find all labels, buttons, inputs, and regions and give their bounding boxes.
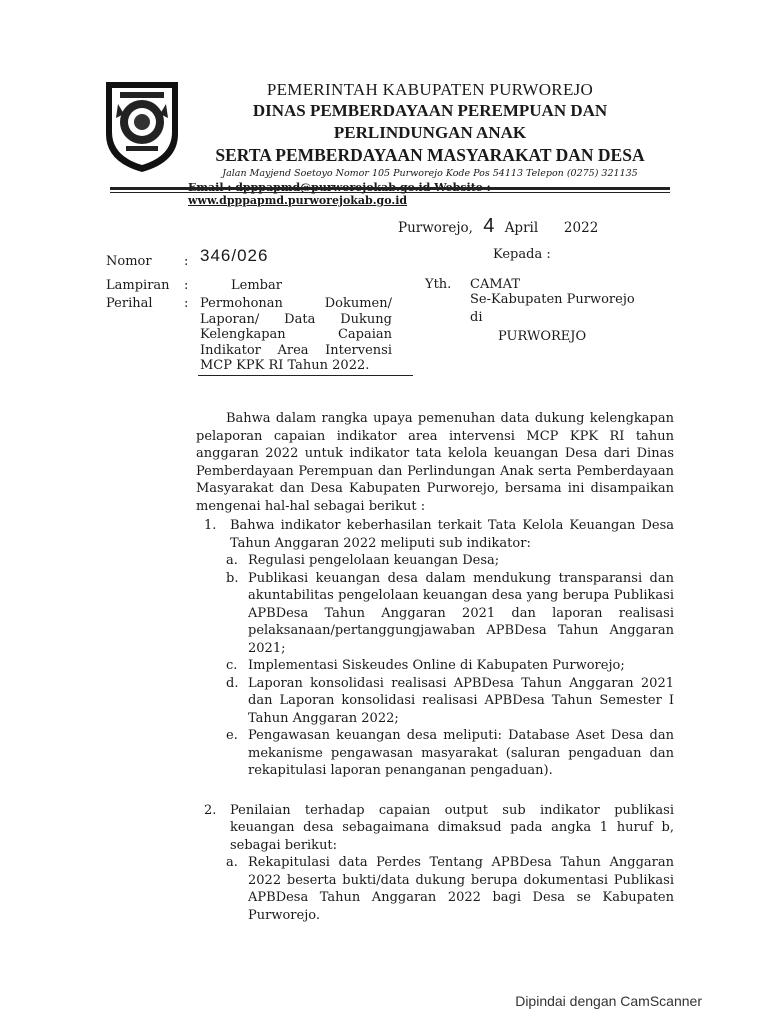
letterhead-line-2: DINAS PEMBERDAYAAN PEREMPUAN DAN bbox=[252, 101, 608, 120]
sub-key: b. bbox=[226, 570, 239, 586]
sub-key: d. bbox=[226, 675, 239, 691]
recipient-line-1: CAMAT bbox=[470, 277, 520, 292]
perihal-value bbox=[200, 296, 392, 374]
sub-item bbox=[226, 727, 674, 780]
date-place: Purworejo, bbox=[398, 220, 473, 236]
letterhead-line-3: PERLINDUNGAN ANAK bbox=[333, 123, 527, 142]
scanner-watermark: Dipindai dengan CamScanner bbox=[515, 993, 702, 1009]
letterhead-address: Jalan Mayjend Soetoyo Nomor 105 Purworejo Kode Pos 54113 Telepon (0275) 321135 bbox=[222, 168, 638, 179]
letterhead-rule-thin bbox=[110, 192, 670, 193]
lampiran-label: Lampiran bbox=[106, 278, 170, 293]
sub-key: e. bbox=[226, 728, 238, 743]
date-day: 4 bbox=[483, 215, 495, 237]
sub-text: Laporan konsolidasi realisasi APBDesa Tahun Anggaran 2021 dan Laporan konsolidasi realisasi APBDesa Tahun Semester I Tahun Anggaran 2022; bbox=[248, 675, 674, 726]
yth-label: Yth. bbox=[425, 277, 452, 292]
date-month: April bbox=[504, 220, 539, 236]
coat-of-arms-logo bbox=[100, 74, 184, 174]
sub-text: Rekapitulasi data Perdes Tentang APBDesa Tahun Anggaran 2022 beserta bukti/data dukung berupa dokumentasi Publikasi APBDesa Tahun Anggaran 2022 bagi Desa se Kabupaten Purworejo. bbox=[248, 855, 674, 923]
perihal-line: Laporan/ Data Dukung bbox=[200, 311, 392, 327]
sub-item bbox=[226, 657, 674, 675]
perihal-underline bbox=[198, 375, 413, 376]
sub-item bbox=[226, 570, 674, 658]
sub-key: c. bbox=[226, 658, 238, 673]
nomor-label: Nomor bbox=[106, 254, 152, 269]
perihal-line: Indikator Area Intervensi bbox=[200, 342, 392, 358]
list-item-text: Penilaian terhadap capaian output sub indikator publikasi keuangan desa sebagaimana dimaksud pada angka 1 huruf b, sebagai berikut: bbox=[230, 802, 674, 853]
kepada-label: Kepada : bbox=[493, 247, 551, 262]
lampiran-value: Lembar bbox=[231, 278, 282, 293]
sub-item bbox=[226, 675, 674, 728]
recipient-line-4: PURWOREJO bbox=[498, 329, 587, 344]
letter-date bbox=[398, 215, 598, 238]
sub-text: Pengawasan keuangan desa meliputi: Database Aset Desa dan mekanisme pengawasan masyarakat (saluran pengaduan dan rekapitulasi laporan penanganan pengaduan). bbox=[248, 728, 674, 778]
perihal-colon: : bbox=[184, 296, 189, 311]
lampiran-colon: : bbox=[184, 278, 189, 293]
nomor-value: 346/026 bbox=[200, 246, 269, 265]
recipient-line-2: Se-Kabupaten Purworejo bbox=[470, 292, 635, 307]
list-number: 2. bbox=[204, 802, 217, 818]
perihal-label: Perihal bbox=[106, 296, 153, 311]
sub-text: Implementasi Siskeudes Online di Kabupaten Purworejo; bbox=[248, 658, 625, 673]
perihal-line: MCP KPK RI Tahun 2022. bbox=[200, 358, 370, 373]
letterhead-contact bbox=[188, 181, 670, 207]
perihal-line: Kelengkapan Capaian bbox=[200, 327, 392, 342]
sub-item bbox=[226, 854, 674, 924]
sub-key: a. bbox=[226, 553, 238, 568]
list-item-1 bbox=[196, 517, 674, 552]
recipient-line-3: di bbox=[470, 310, 483, 325]
sub-text: Publikasi keuangan desa dalam mendukung transparansi dan akuntabilitas pengelolaan keuangan desa yang berupa Publikasi APBDesa Tahun Anggaran 2021 dan laporan realisasi pelaksanaan/pertanggungjawaban APBDesa Tahun Anggaran 2021; bbox=[248, 570, 674, 656]
sub-text: Regulasi pengelolaan keuangan Desa; bbox=[248, 553, 500, 568]
website-link[interactable]: www.dpppapmd.purworejokab.go.id bbox=[188, 194, 408, 207]
letterhead-line-1: PEMERINTAH KABUPATEN PURWOREJO bbox=[266, 80, 594, 99]
intro-paragraph: Bahwa dalam rangka upaya pemenuhan data dukung kelengkapan pelaporan capaian indikator area intervensi MCP KPK RI tahun anggaran 2022 untuk indikator tata kelola keuangan Desa dari Dinas Pemberdayaan Perempuan dan Perlindungan Anak serta Pemberdayaan Masyarakat dan Desa Kabupaten Purworejo, bersama ini disampaikan mengenai hal-hal sebagai berikut : bbox=[196, 411, 674, 514]
date-year: 2022 bbox=[563, 220, 599, 236]
list-number: 1. bbox=[204, 518, 217, 533]
perihal-line: Permohonan Dokumen/ bbox=[200, 296, 392, 311]
letterhead-line-4: SERTA PEMBERDAYAAN MASYARAKAT DAN DESA bbox=[215, 145, 645, 165]
letter-body bbox=[196, 410, 674, 924]
nomor-colon: : bbox=[184, 254, 189, 269]
sub-key: a. bbox=[226, 855, 238, 870]
letterhead-rule-thick bbox=[110, 187, 670, 190]
sub-item bbox=[226, 552, 674, 570]
list-item-text: Bahwa indikator keberhasilan terkait Tata Kelola Keuangan Desa Tahun Anggaran 2022 meliputi sub indikator: bbox=[230, 518, 674, 551]
list-item-2 bbox=[196, 802, 674, 855]
